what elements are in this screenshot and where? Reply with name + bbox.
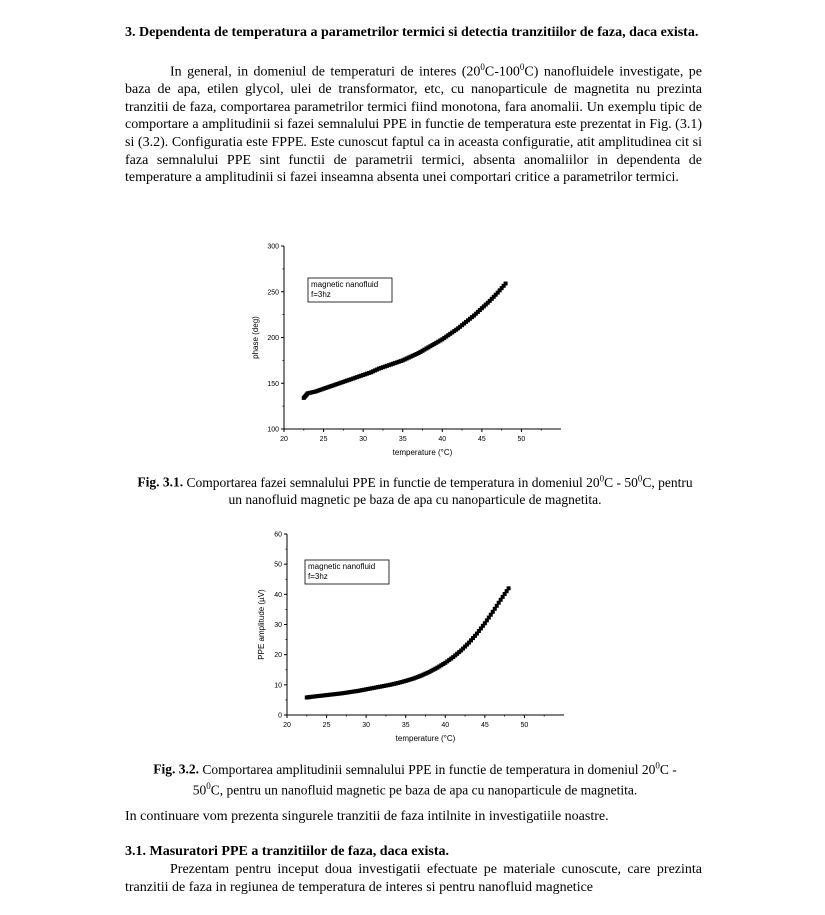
fig1-caption (115, 470, 715, 508)
x-tick-label: 45 (480, 722, 489, 729)
data-marker (354, 689, 358, 693)
amplitude-chart (240, 524, 540, 750)
data-marker (505, 589, 509, 593)
x-tick-label: 50 (520, 722, 529, 729)
data-marker (430, 343, 434, 347)
fig2-caption-line1: Comportarea amplitudinii semnalului PPE in functie de temperatura in domeniul $20^0C$ - (199, 760, 677, 777)
data-marker (497, 601, 501, 605)
x-tick-label: 20 (283, 722, 291, 729)
data-marker (422, 348, 426, 352)
legend-text: magnetic nanofluid (308, 562, 376, 571)
data-marker (320, 387, 324, 391)
data-marker (331, 692, 335, 696)
data-marker (462, 322, 466, 326)
fig1-caption-line1: Comportarea fazei semnalului PPE in functie de temperatura in domeniul $20^0C - 50^0C$, pentru (183, 473, 693, 490)
x-tick-label: 40 (438, 436, 447, 443)
data-marker (323, 693, 327, 697)
data-marker (362, 688, 366, 692)
data-marker (446, 333, 450, 337)
data-marker (335, 382, 339, 386)
data-marker (402, 679, 406, 683)
fig2-caption (115, 757, 715, 798)
x-tick-label: 30 (362, 722, 371, 729)
data-marker (465, 643, 469, 647)
y-axis-label: phase (deg) (251, 316, 260, 359)
data-marker (481, 624, 485, 628)
data-marker (359, 374, 363, 378)
data-marker (338, 692, 342, 696)
y-tick-label: 60 (274, 531, 282, 539)
data-marker (399, 359, 403, 363)
data-marker (425, 671, 429, 675)
data-marker (312, 390, 316, 394)
x-tick-label: 35 (401, 722, 410, 729)
data-marker (367, 371, 371, 375)
data-marker (375, 368, 379, 372)
x-tick-label: 50 (517, 436, 526, 443)
data-marker (415, 352, 419, 356)
x-tick-label: 45 (477, 436, 486, 443)
subsection-paragraph: Prezentam pentru inceput doua investigatii efectuate pe materiale cunoscute, care prezinta tranzitii de faza in regiunea de temperatura de interes si pentru nanofluid magnetice (125, 862, 702, 895)
y-tick-label: 50 (274, 561, 282, 569)
data-marker (489, 613, 493, 617)
data-marker (410, 677, 414, 681)
fig2-label: Fig. 3.2. (153, 761, 200, 777)
section-heading: 3. Dependenta de temperatura a parametrilor termici si detectia tranzitiilor de faza, daca exista. (125, 25, 699, 40)
x-axis-label: temperature (°C) (392, 448, 453, 457)
data-marker (494, 293, 498, 297)
phase-chart (240, 236, 540, 466)
x-tick-label: 25 (319, 436, 328, 443)
data-marker (454, 328, 458, 332)
x-axis-label: temperature (°C) (395, 734, 456, 743)
y-tick-label: 10 (274, 682, 282, 690)
data-marker (346, 690, 350, 694)
y-tick-label: 0 (278, 712, 282, 720)
intro-paragraph: In general, in domeniul de temperaturi de interes $(20^0C-100^0C)$ nanofluidele investigate, pe baza de apa, etilen glycol, ulei de transformator, etc, cu nanoparticule de magnetita nu prezinta tranzitii de faza, comportarea parametrilor termici fiind monotona, fara anomalii. Un exemplu tipic de comportare a amplitudinii si fazei semnalului PPE in functie de temperatura este prezentat in Fig. (3.1) si (3.2). Configuratia este FPPE. Este cunoscut faptul ca in aceasta configuratie, atit amplitudinea cit si faza semnalului PPE sint functii de parametrii termici, absenta anomaliilor in dependenta de temperature a amplitudinii si fazei inseamna absenta unei comportari critice a parametrilor termici. (125, 62, 702, 186)
data-marker (433, 667, 437, 671)
y-tick-label: 250 (267, 289, 279, 297)
data-marker (343, 379, 347, 383)
y-tick-label: 40 (274, 591, 282, 599)
x-tick-label: 25 (322, 722, 331, 729)
x-tick-label: 40 (441, 722, 450, 729)
fig1-label: Fig. 3.1. (137, 474, 184, 490)
continuation-text: In continuare vom prezenta singurele tranzitii de faza intilnite in investigatiile noastre. (125, 809, 609, 824)
data-marker (407, 356, 411, 360)
legend-text: magnetic nanofluid (311, 280, 379, 289)
data-marker (449, 657, 453, 661)
data-marker (378, 685, 382, 689)
x-tick-label: 30 (359, 436, 368, 443)
data-marker (418, 674, 422, 678)
x-tick-label: 35 (398, 436, 407, 443)
fig1-caption-line2: un nanofluid magnetic pe baza de apa cu nanoparticule de magnetita. (228, 491, 602, 507)
data-marker (473, 634, 477, 638)
x-tick-label: 20 (280, 436, 288, 443)
data-marker (351, 376, 355, 380)
y-tick-label: 100 (267, 426, 279, 434)
data-marker (502, 284, 506, 288)
legend-text: f=3hz (311, 290, 331, 299)
data-marker (457, 650, 461, 654)
data-marker (383, 365, 387, 369)
data-marker (438, 338, 442, 342)
y-tick-label: 150 (267, 380, 279, 388)
legend-text: f=3hz (308, 572, 328, 581)
y-tick-label: 200 (267, 335, 279, 342)
y-tick-label: 30 (274, 622, 282, 629)
data-marker (370, 686, 374, 690)
y-axis-label: PPE amplitude (µV) (257, 589, 266, 660)
data-marker (441, 662, 445, 666)
data-marker (486, 301, 490, 305)
data-marker (470, 315, 474, 319)
y-tick-label: 20 (274, 652, 282, 660)
data-marker (394, 681, 398, 685)
data-marker (328, 385, 332, 389)
data-marker (391, 362, 395, 366)
data-marker (478, 308, 482, 312)
fig2-caption-line2: $50^0C$, pentru un nanofluid magnetic pe baza de apa cu nanoparticule de magnetita. (192, 780, 638, 797)
data-marker (386, 683, 390, 687)
y-tick-label: 300 (267, 243, 279, 251)
data-marker (315, 694, 319, 698)
subsection-heading: 3.1. Masuratori PPE a tranzitiilor de faza, daca exista. (125, 844, 450, 859)
